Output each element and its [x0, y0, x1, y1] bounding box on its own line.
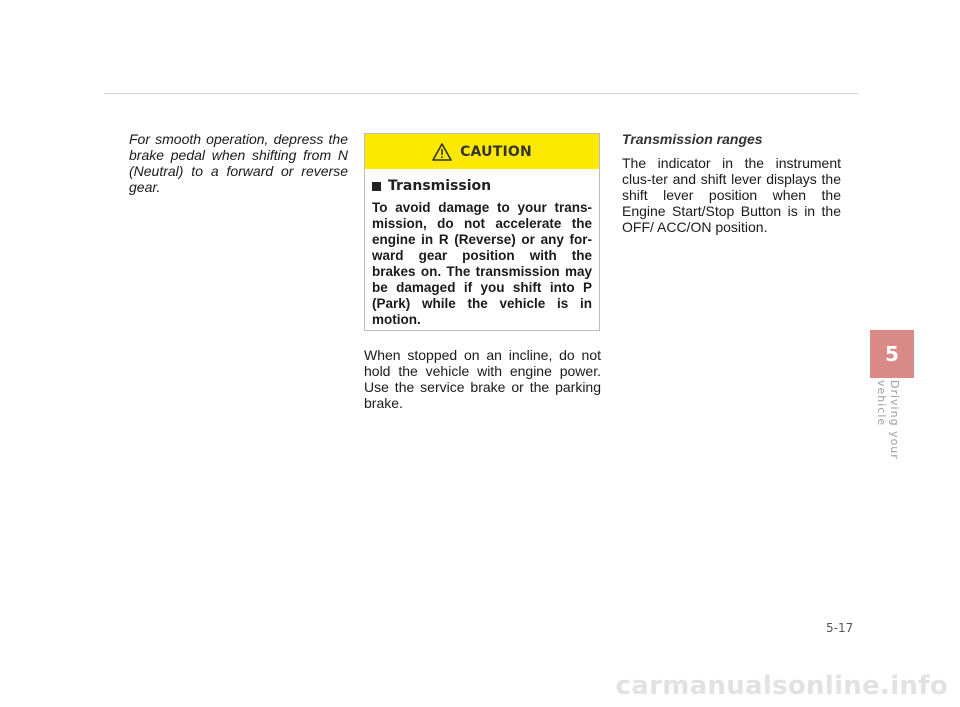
- transmission-ranges-paragraph: The indicator in the instrument clus-ter and shift lever displays the shift lever position when the Engine Start/Stop Button is in the OFF/ ACC/ON position.: [622, 155, 841, 235]
- caution-title: CAUTION: [460, 143, 532, 160]
- caution-header: [365, 134, 599, 169]
- section-heading: Transmission ranges: [622, 131, 763, 147]
- page-number: 5-17: [826, 621, 854, 635]
- caution-body: To avoid damage to your trans-mission, do not accelerate the engine in R (Reverse) or any for-ward gear position with the brakes on. The transmission may be damaged if you shift into P (Park) while the vehicle is in motion.: [372, 200, 592, 327]
- column-1: [129, 131, 348, 195]
- italic-note: For smooth operation, depress the brake pedal when shifting from N (Neutral) to a forward or reverse gear.: [129, 131, 348, 195]
- chapter-number: 5: [885, 342, 899, 366]
- chapter-tab: [870, 330, 914, 378]
- watermark: carmanualsonline.info: [615, 671, 948, 701]
- caution-box: [364, 133, 600, 331]
- incline-paragraph: When stopped on an incline, do not hold the vehicle with engine power. Use the service brake or the parking brake.: [364, 347, 601, 411]
- caution-subtitle: Transmission: [388, 178, 492, 194]
- warning-triangle-icon: [432, 143, 452, 161]
- square-bullet-icon: [372, 182, 381, 191]
- caution-subtitle-row: [372, 178, 599, 194]
- chapter-label: Driving your vehicle: [875, 380, 901, 460]
- column-3: [622, 131, 841, 235]
- top-rule: [104, 93, 858, 94]
